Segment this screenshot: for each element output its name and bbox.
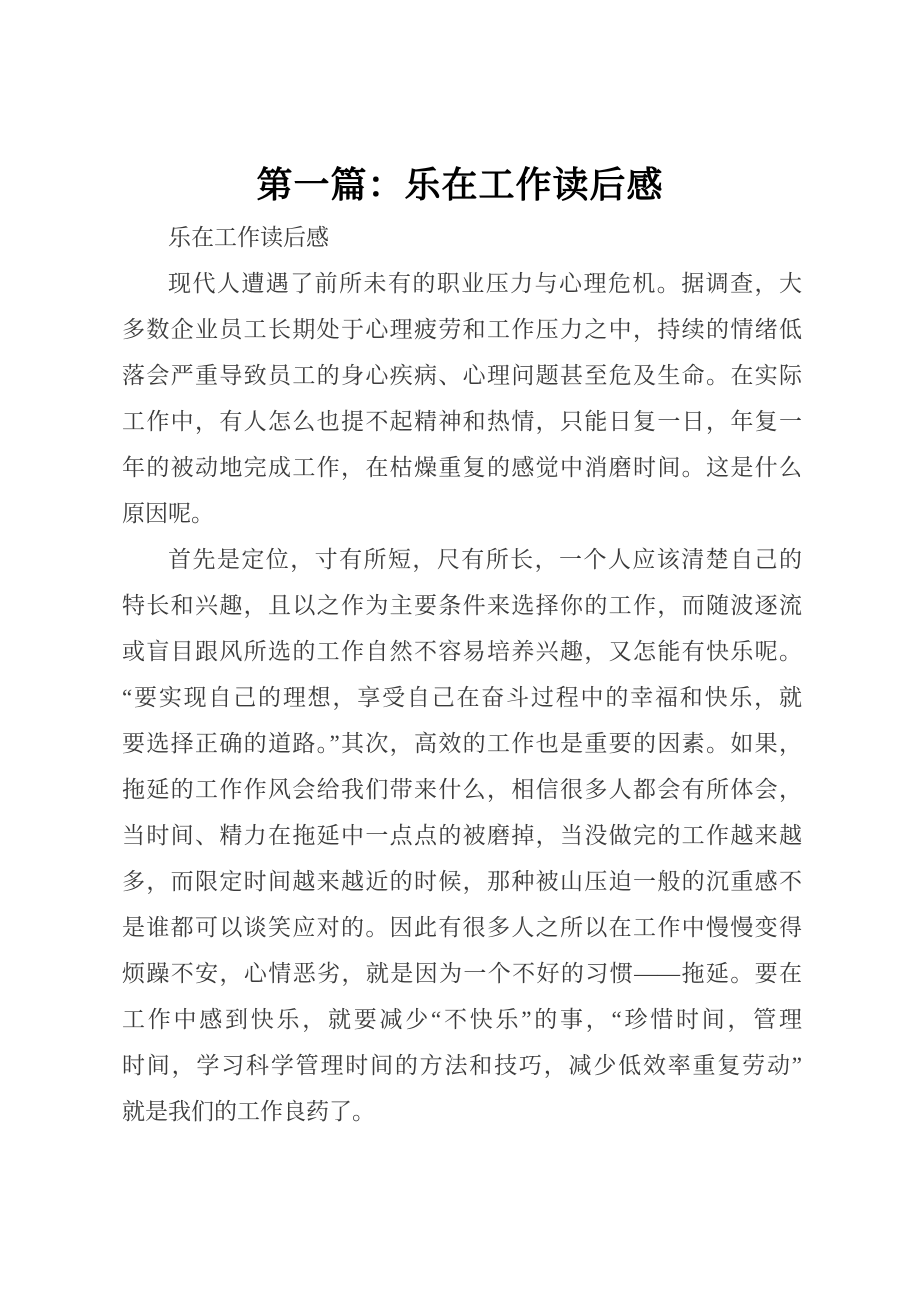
paragraph [122,215,802,261]
text-line: 工作中，有人怎么也提不起精神和热情，只能日复一日，年复一 [122,409,802,434]
text-line: 烦躁不安，心情恶劣，就是因为一个不好的习惯——拖延。要在 [122,961,802,986]
text-line: 或盲目跟风所选的工作自然不容易培养兴趣，又怎能有快乐呢。 [122,639,802,664]
text-line: “要实现自己的理想，享受自己在奋斗过程中的幸福和快乐，就 [122,685,802,710]
text-line: 当时间、精力在拖延中一点点的被磨掉，当没做完的工作越来越 [122,823,802,848]
text-line: 首先是定位，寸有所短，尺有所长，一个人应该清楚自己的 [168,547,802,572]
document-title: 第一篇：乐在工作读后感 [256,164,664,205]
text-line: 乐在工作读后感 [168,225,329,250]
document-body [122,215,802,1135]
text-line: 现代人遭遇了前所未有的职业压力与心理危机。据调查，大 [168,271,802,296]
text-line: 年的被动地完成工作，在枯燥重复的感觉中消磨时间。这是什么 [122,455,802,480]
text-line: 工作中感到快乐，就要减少“不快乐”的事，“珍惜时间，管理 [122,1007,802,1032]
text-line: 拖延的工作作风会给我们带来什么，相信很多人都会有所体会， [122,777,802,802]
text-line: 要选择正确的道路。”其次，高效的工作也是重要的因素。如果， [122,731,802,756]
text-line: 落会严重导致员工的身心疾病、心理问题甚至危及生命。在实际 [122,363,802,388]
text-line: 是谁都可以谈笑应对的。因此有很多人之所以在工作中慢慢变得 [122,915,802,940]
text-line: 时间，学习科学管理时间的方法和技巧，减少低效率重复劳动” [122,1053,802,1078]
text-line: 原因呢。 [122,501,214,526]
paragraph [122,537,802,1135]
text-line: 特长和兴趣，且以之作为主要条件来选择你的工作，而随波逐流 [122,593,802,618]
text-line: 多，而限定时间越来越近的时候，那种被山压迫一般的沉重感不 [122,869,802,894]
text-line: 就是我们的工作良药了。 [122,1099,375,1124]
paragraph [122,261,802,537]
text-line: 多数企业员工长期处于心理疲劳和工作压力之中，持续的情绪低 [122,317,802,342]
